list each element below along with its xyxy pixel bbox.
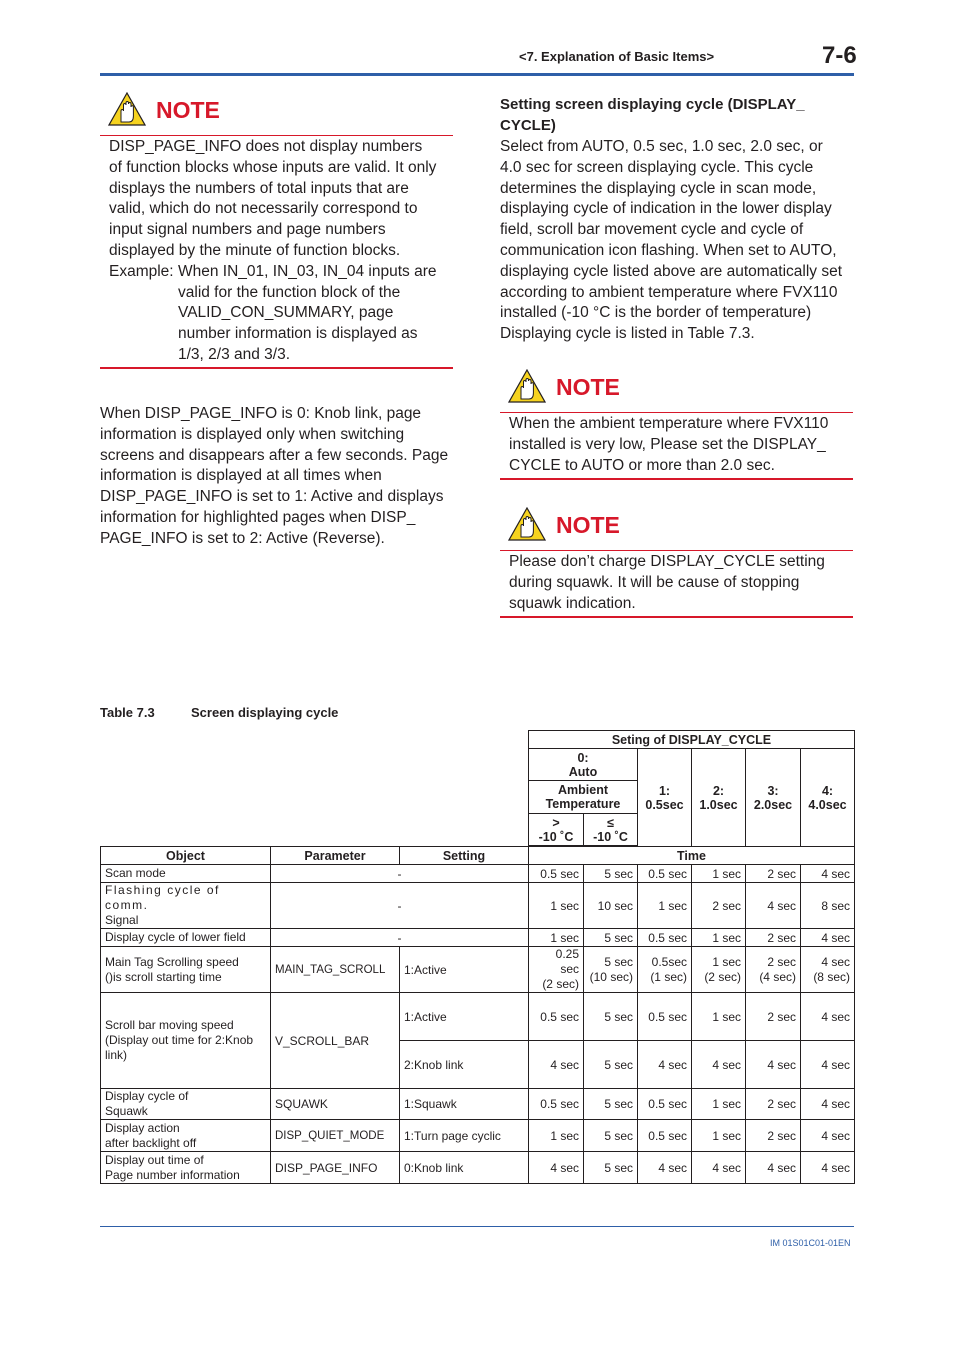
- header-rule: [100, 73, 854, 76]
- setting-cell: 2:Knob link: [400, 1041, 529, 1089]
- dash-cell: -: [271, 929, 529, 947]
- gt-value: -10 ˚C: [538, 829, 574, 844]
- object-cell: [101, 947, 271, 993]
- time-cell: 4 sec: [529, 1152, 584, 1184]
- time-cell: 4 sec: [529, 1041, 584, 1089]
- ambient-line2: Temperature: [545, 797, 621, 811]
- time-line: 0.5sec: [651, 954, 687, 969]
- running-header: <7. Explanation of Basic Items>: [519, 49, 715, 64]
- note-rule-bottom: [500, 616, 853, 618]
- time-cell: 5 sec: [584, 1120, 638, 1152]
- time-cell: 4 sec: [692, 1041, 746, 1089]
- table-row: [101, 1120, 855, 1152]
- dash-cell: -: [271, 865, 529, 883]
- time-cell: 0.5 sec: [529, 1089, 584, 1120]
- note-rule-bottom: [500, 478, 853, 480]
- time-cell: 2 sec: [746, 865, 801, 883]
- table-row: [101, 1152, 855, 1184]
- option-2-label: 1.0sec: [699, 797, 738, 812]
- time-cell: 5 sec: [584, 929, 638, 947]
- note-title: NOTE: [556, 512, 620, 538]
- note-heading: [500, 369, 853, 409]
- time-cell: 4 sec: [801, 1089, 855, 1120]
- time-cell: [692, 947, 746, 993]
- object-cell: [101, 1120, 271, 1152]
- option-4-header: [801, 749, 855, 847]
- time-cell: 0.5 sec: [529, 865, 584, 883]
- time-cell: 4 sec: [746, 1152, 801, 1184]
- note-title: NOTE: [556, 374, 620, 400]
- time-cell: 4 sec: [801, 993, 855, 1041]
- time-cell: 1 sec: [529, 929, 584, 947]
- time-cell: 0.5 sec: [638, 1120, 692, 1152]
- time-line: (1 sec): [650, 969, 687, 984]
- object-line: Display action: [105, 1120, 180, 1135]
- setting-cell: 1:Squawk: [400, 1089, 529, 1120]
- le-value: -10 ˚C: [593, 829, 628, 844]
- note-heading: [500, 507, 853, 547]
- example-label: Example:: [109, 262, 174, 280]
- ambient-line1: Ambient: [558, 783, 608, 797]
- object-line: Scroll bar moving speed: [105, 1018, 234, 1032]
- time-cell: 2 sec: [746, 1089, 801, 1120]
- object-line: after backlight off: [105, 1135, 197, 1150]
- auto-label: Auto: [568, 764, 598, 779]
- time-cell: 0.5 sec: [529, 993, 584, 1041]
- option-1-label: 0.5sec: [645, 797, 684, 812]
- time-cell: 1 sec: [692, 1089, 746, 1120]
- col-time: Time: [529, 847, 855, 865]
- note-text: When the ambient temperature where FVX110 installed is very low, Please set the DISPLAY_ CYCLE to AUTO or more than 2.0 sec.: [509, 415, 829, 474]
- time-cell: 2 sec: [746, 993, 801, 1041]
- time-cell: 4 sec: [801, 1041, 855, 1089]
- object-cell: Display cycle of lower field: [101, 929, 271, 947]
- ambient-header: [529, 781, 638, 814]
- note-title: NOTE: [156, 97, 220, 123]
- object-line: ()is scroll starting time: [105, 969, 222, 984]
- time-cell: 1 sec: [529, 1120, 584, 1152]
- col-setting: Setting: [400, 847, 529, 865]
- time-cell: 1 sec: [692, 865, 746, 883]
- option-2-header: [692, 749, 746, 847]
- dash-cell: -: [271, 883, 529, 929]
- section-text: Select from AUTO, 0.5 sec, 1.0 sec, 2.0 sec, or 4.0 sec for screen displaying cycle. This cycle determines the displaying cycle in scan mode, displaying cycle of indication in the lower display field, scroll bar movement cycle and cycle of communication icon flashing. When set to AUTO, displaying cycle listed above are automatically set according to ambient temperature where FVX110 installed (-10 °C is the border of temperature) Displaying cycle is listed in Table 7.3.: [500, 138, 843, 343]
- time-cell: 5 sec: [584, 1041, 638, 1089]
- example-text: When IN_01, IN_03, IN_04 inputs are valid for the function block of the VALID_CON_SUMMARY, page number information is displayed as 1/3, 2/3 and 3/3.: [178, 262, 437, 363]
- time-cell: 0.5 sec: [638, 993, 692, 1041]
- time-cell: 1 sec: [692, 929, 746, 947]
- time-line: (2 sec): [542, 977, 579, 991]
- object-line: (Display out time for 2:Knob: [105, 1033, 254, 1047]
- option-1-code: 1:: [658, 783, 671, 798]
- caution-hand-icon: [508, 369, 546, 403]
- table-number: Table 7.3: [100, 705, 155, 720]
- time-cell: 1 sec: [638, 883, 692, 929]
- time-line: 4 sec: [821, 954, 850, 969]
- time-cell: 5 sec: [584, 865, 638, 883]
- time-cell: [801, 947, 855, 993]
- time-line: 1 sec: [712, 954, 741, 969]
- time-line: 5 sec: [604, 954, 633, 969]
- parameter-cell: DISP_PAGE_INFO: [271, 1152, 400, 1184]
- parameter-cell: V_SCROLL_BAR: [271, 993, 400, 1089]
- table-row: [101, 1089, 855, 1120]
- object-line: Signal: [105, 913, 139, 927]
- time-cell: 10 sec: [584, 883, 638, 929]
- time-cell: 0.5 sec: [638, 865, 692, 883]
- time-line: 2 sec: [767, 954, 796, 969]
- object-line: Page number information: [105, 1167, 240, 1182]
- parameter-cell: MAIN_TAG_SCROLL: [271, 947, 400, 993]
- time-cell: 4 sec: [692, 1152, 746, 1184]
- time-cell: 4 sec: [801, 1152, 855, 1184]
- note-rule-top: [500, 412, 853, 413]
- time-cell: 4 sec: [638, 1152, 692, 1184]
- object-line: Main Tag Scrolling speed: [105, 954, 239, 969]
- time-cell: [529, 947, 584, 993]
- time-cell: 4 sec: [638, 1041, 692, 1089]
- table-row: [101, 929, 855, 947]
- time-cell: 4 sec: [801, 1120, 855, 1152]
- object-line: Display cycle of: [105, 1089, 189, 1103]
- object-cell: [101, 993, 271, 1089]
- note-rule-top: [100, 135, 453, 136]
- time-cell: 5 sec: [584, 1152, 638, 1184]
- note-text: Please don’t charge DISPLAY_CYCLE setting during squawk. It will be cause of stopping squawk indication.: [509, 553, 825, 612]
- object-line: Flashing cycle of comm.: [105, 883, 220, 912]
- footer-rule: [100, 1226, 854, 1227]
- note-example: [109, 262, 439, 366]
- table-row: [101, 865, 855, 883]
- table-row: [101, 883, 855, 929]
- option-4-label: 4.0sec: [808, 797, 847, 812]
- col-object: Object: [101, 847, 271, 865]
- time-line: 0.25: [555, 947, 579, 961]
- note-heading: [100, 92, 453, 132]
- auto-header: [529, 749, 638, 781]
- body-paragraph: When DISP_PAGE_INFO is 0: Knob link, page information is displayed only when switching screens and disappears after a few seconds. Page information is displayed at all times when DISP_PAGE_INFO is set to 1: Active and displays information for highlighted pages when DISP_ PAGE_INFO is set to 2: Active (Reverse).: [100, 405, 449, 547]
- time-line: sec: [560, 962, 579, 976]
- time-cell: [746, 947, 801, 993]
- time-cell: 2 sec: [746, 1120, 801, 1152]
- table-row: [101, 947, 855, 993]
- col-parameter: Parameter: [271, 847, 400, 865]
- caution-hand-icon: [108, 92, 146, 126]
- time-cell: 4 sec: [801, 929, 855, 947]
- setting-header: Seting of DISPLAY_CYCLE: [529, 731, 855, 749]
- option-3-label: 2.0sec: [753, 797, 793, 812]
- temp-below-header: [584, 814, 638, 846]
- auto-code: 0:: [577, 750, 589, 765]
- time-cell: 2 sec: [746, 929, 801, 947]
- object-cell: [101, 883, 271, 929]
- time-line: (8 sec): [813, 969, 850, 984]
- time-cell: 2 sec: [692, 883, 746, 929]
- parameter-cell: SQUAWK: [271, 1089, 400, 1120]
- time-line: (10 sec): [589, 969, 633, 984]
- table-title: Screen displaying cycle: [191, 705, 339, 720]
- time-cell: 1 sec: [692, 1120, 746, 1152]
- document-id: IM 01S01C01-01EN: [770, 1238, 851, 1248]
- display-cycle-table: [100, 730, 855, 1184]
- temp-above-header: [529, 814, 584, 846]
- le-symbol: ≤: [607, 815, 614, 830]
- time-cell: [584, 947, 638, 993]
- note-rule-top: [500, 550, 853, 551]
- setting-cell: 0:Knob link: [400, 1152, 529, 1184]
- time-line: (4 sec): [759, 969, 796, 984]
- table-caption: [100, 705, 339, 720]
- time-cell: 4 sec: [746, 1041, 801, 1089]
- object-cell: [101, 1152, 271, 1184]
- time-cell: 4 sec: [746, 883, 801, 929]
- object-line: Display out time of: [105, 1152, 204, 1167]
- option-4-code: 4:: [821, 783, 834, 798]
- page-number: 7-6: [822, 42, 857, 69]
- option-3-code: 3:: [767, 783, 779, 798]
- section-heading: Setting screen displaying cycle (DISPLAY_ CYCLE): [500, 96, 805, 134]
- time-cell: 5 sec: [584, 993, 638, 1041]
- note-body: [109, 137, 439, 366]
- setting-cell: 1:Active: [400, 947, 529, 993]
- option-2-code: 2:: [712, 783, 725, 798]
- time-cell: 5 sec: [584, 1089, 638, 1120]
- object-line: Squawk: [105, 1104, 148, 1118]
- table-row: [101, 993, 855, 1041]
- time-cell: [638, 947, 692, 993]
- parameter-cell: DISP_QUIET_MODE: [271, 1120, 400, 1152]
- setting-cell: 1:Turn page cyclic: [400, 1120, 529, 1152]
- gt-symbol: >: [552, 815, 560, 830]
- blank-corner: [101, 731, 529, 847]
- object-line: link): [105, 1048, 128, 1062]
- time-cell: 0.5 sec: [638, 929, 692, 947]
- time-cell: 8 sec: [801, 883, 855, 929]
- setting-cell: 1:Active: [400, 993, 529, 1041]
- note-rule-bottom: [100, 367, 453, 369]
- object-cell: Scan mode: [101, 865, 271, 883]
- time-line: (2 sec): [704, 969, 741, 984]
- time-cell: 0.5 sec: [638, 1089, 692, 1120]
- time-cell: 4 sec: [801, 865, 855, 883]
- time-cell: 1 sec: [692, 993, 746, 1041]
- option-1-header: [638, 749, 692, 847]
- note-text: DISP_PAGE_INFO does not display numbers of function blocks whose inputs are valid. It only displays the numbers of total inputs that are valid, which do not necessarily correspond to input signal numbers and page numbers displayed by the minute of function blocks.: [109, 138, 437, 259]
- caution-hand-icon: [508, 507, 546, 541]
- option-3-header: [746, 749, 801, 847]
- object-cell: [101, 1089, 271, 1120]
- time-cell: 1 sec: [529, 883, 584, 929]
